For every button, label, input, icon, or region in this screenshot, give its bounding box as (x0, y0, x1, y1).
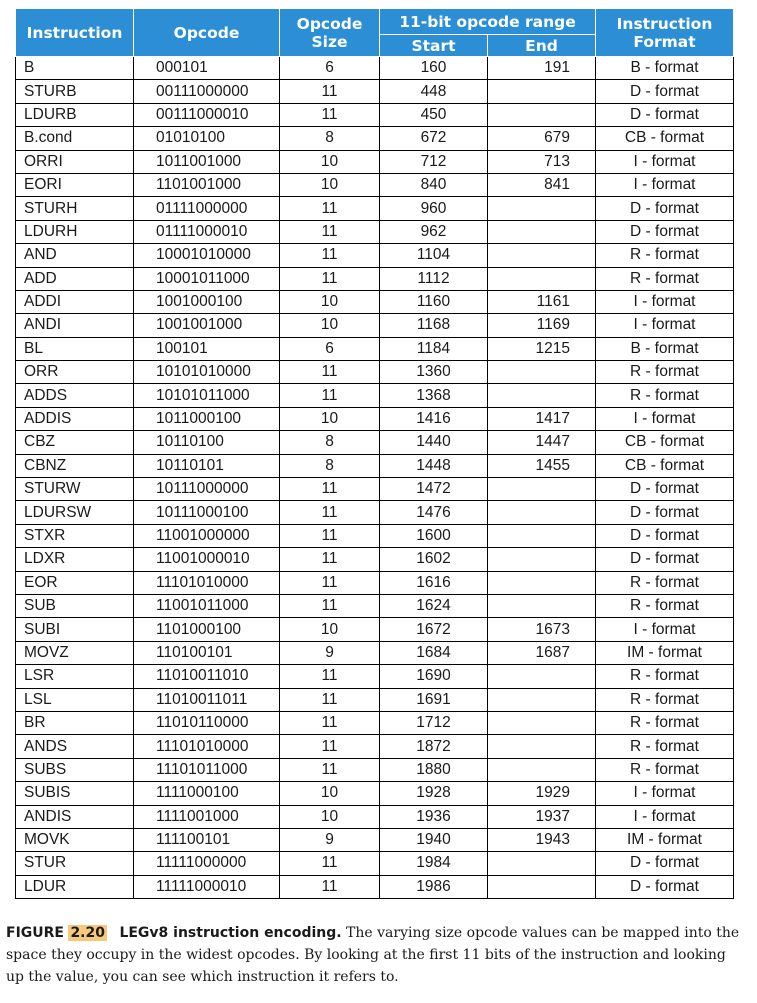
cell-range-start: 1476 (380, 501, 488, 524)
table-row (16, 337, 734, 360)
cell-range-end: 1161 (488, 290, 596, 313)
table-row (16, 805, 734, 828)
cell-range-end (488, 571, 596, 594)
cell-instruction: ANDS (16, 735, 134, 758)
cell-format: CB - format (596, 431, 734, 454)
table-row (16, 220, 734, 243)
cell-opcode: 1111001000 (134, 805, 280, 828)
cell-instruction: LSR (16, 665, 134, 688)
table-row (16, 150, 734, 173)
cell-range-start: 160 (380, 57, 488, 80)
cell-format: D - format (596, 80, 734, 103)
table-row (16, 782, 734, 805)
cell-opcode: 11010011011 (134, 688, 280, 711)
cell-opcode: 111100101 (134, 828, 280, 851)
cell-opcode: 1101000100 (134, 618, 280, 641)
cell-range-end (488, 361, 596, 384)
cell-range-start: 1440 (380, 431, 488, 454)
cell-opcode: 1111000100 (134, 782, 280, 805)
cell-instruction: CBNZ (16, 454, 134, 477)
cell-format: I - format (596, 173, 734, 196)
cell-opcode: 11010011010 (134, 665, 280, 688)
cell-range-start: 1448 (380, 454, 488, 477)
figure-caption (6, 922, 748, 988)
cell-range-end: 1943 (488, 828, 596, 851)
cell-instruction: B.cond (16, 127, 134, 150)
cell-format: D - format (596, 103, 734, 126)
cell-range-start: 450 (380, 103, 488, 126)
cell-range-end: 841 (488, 173, 596, 196)
cell-opcode-size: 10 (280, 150, 380, 173)
cell-format: I - format (596, 314, 734, 337)
cell-opcode-size: 11 (280, 361, 380, 384)
cell-instruction: LDURH (16, 220, 134, 243)
cell-opcode: 11101010000 (134, 571, 280, 594)
cell-instruction: LDXR (16, 548, 134, 571)
cell-opcode-size: 9 (280, 641, 380, 664)
table-row (16, 314, 734, 337)
cell-instruction: STURW (16, 478, 134, 501)
cell-range-end: 1169 (488, 314, 596, 337)
header-start: Start (380, 35, 488, 57)
cell-range-end: 1215 (488, 337, 596, 360)
cell-range-start: 1928 (380, 782, 488, 805)
cell-opcode-size: 10 (280, 618, 380, 641)
table-row (16, 454, 734, 477)
cell-opcode-size: 8 (280, 127, 380, 150)
figure-number: 2.20 (70, 925, 105, 941)
cell-opcode-size: 11 (280, 80, 380, 103)
cell-opcode: 10001010000 (134, 244, 280, 267)
cell-opcode-size: 10 (280, 314, 380, 337)
cell-format: D - format (596, 501, 734, 524)
table-row (16, 431, 734, 454)
cell-format: I - format (596, 150, 734, 173)
cell-range-end (488, 875, 596, 898)
cell-format: CB - format (596, 454, 734, 477)
cell-range-end: 1447 (488, 431, 596, 454)
cell-opcode-size: 11 (280, 548, 380, 571)
cell-range-start: 672 (380, 127, 488, 150)
cell-opcode-size: 9 (280, 828, 380, 851)
cell-opcode-size: 10 (280, 290, 380, 313)
cell-range-start: 960 (380, 197, 488, 220)
header-opcode-size: Opcode Size (280, 9, 380, 57)
cell-instruction: SUBS (16, 758, 134, 781)
cell-range-start: 1691 (380, 688, 488, 711)
cell-range-start: 1624 (380, 594, 488, 617)
cell-format: I - format (596, 805, 734, 828)
cell-range-end (488, 524, 596, 547)
cell-range-start: 1684 (380, 641, 488, 664)
cell-opcode-size: 11 (280, 594, 380, 617)
cell-format: R - format (596, 594, 734, 617)
table-row (16, 665, 734, 688)
cell-format: I - format (596, 782, 734, 805)
cell-instruction: STXR (16, 524, 134, 547)
table-row (16, 290, 734, 313)
header-instruction-format: Instruction Format (596, 9, 734, 57)
cell-range-start: 1472 (380, 478, 488, 501)
cell-opcode-size: 10 (280, 805, 380, 828)
cell-format: B - format (596, 337, 734, 360)
cell-opcode-size: 11 (280, 735, 380, 758)
cell-instruction: ANDIS (16, 805, 134, 828)
cell-opcode-size: 11 (280, 524, 380, 547)
cell-format: D - format (596, 478, 734, 501)
cell-opcode-size: 11 (280, 875, 380, 898)
cell-opcode-size: 11 (280, 384, 380, 407)
cell-range-start: 1880 (380, 758, 488, 781)
table-row (16, 244, 734, 267)
cell-instruction: ORR (16, 361, 134, 384)
table-row (16, 875, 734, 898)
cell-instruction: MOVZ (16, 641, 134, 664)
table-row (16, 618, 734, 641)
cell-opcode: 1001001000 (134, 314, 280, 337)
cell-range-start: 448 (380, 80, 488, 103)
cell-range-end (488, 548, 596, 571)
cell-opcode: 11001000000 (134, 524, 280, 547)
cell-opcode: 110100101 (134, 641, 280, 664)
cell-range-start: 1672 (380, 618, 488, 641)
cell-instruction: ADD (16, 267, 134, 290)
table-row (16, 173, 734, 196)
table-row (16, 641, 734, 664)
cell-opcode-size: 6 (280, 337, 380, 360)
cell-format: IM - format (596, 641, 734, 664)
cell-format: R - format (596, 758, 734, 781)
table-row (16, 711, 734, 734)
cell-range-end (488, 220, 596, 243)
header-end: End (488, 35, 596, 57)
cell-opcode: 10101011000 (134, 384, 280, 407)
table-row (16, 80, 734, 103)
cell-opcode-size: 8 (280, 431, 380, 454)
cell-format: R - format (596, 735, 734, 758)
cell-opcode: 11111000010 (134, 875, 280, 898)
cell-opcode-size: 10 (280, 407, 380, 430)
cell-opcode: 10110101 (134, 454, 280, 477)
cell-opcode: 11101011000 (134, 758, 280, 781)
cell-opcode: 1011000100 (134, 407, 280, 430)
cell-range-end: 1455 (488, 454, 596, 477)
cell-range-start: 1104 (380, 244, 488, 267)
table-row (16, 501, 734, 524)
table-row (16, 758, 734, 781)
cell-opcode-size: 11 (280, 103, 380, 126)
encoding-table-container (15, 8, 733, 899)
cell-instruction: ADDIS (16, 407, 134, 430)
cell-opcode: 11001000010 (134, 548, 280, 571)
cell-opcode: 01111000000 (134, 197, 280, 220)
cell-opcode: 01111000010 (134, 220, 280, 243)
cell-range-start: 1936 (380, 805, 488, 828)
cell-opcode: 10110100 (134, 431, 280, 454)
cell-range-start: 1872 (380, 735, 488, 758)
cell-instruction: ADDI (16, 290, 134, 313)
cell-range-start: 962 (380, 220, 488, 243)
cell-instruction: SUBIS (16, 782, 134, 805)
header-instruction: Instruction (16, 9, 134, 57)
cell-opcode-size: 11 (280, 665, 380, 688)
cell-instruction: LDURSW (16, 501, 134, 524)
cell-format: R - format (596, 384, 734, 407)
figure-caption-text: The varying size opcode values can be mapped into the space they occupy in the widest opcodes. By looking at the first 11 bits of the instruction and looking up the value, you can see which instruction it refers to. (6, 925, 740, 985)
cell-range-end (488, 688, 596, 711)
cell-opcode-size: 11 (280, 711, 380, 734)
cell-range-end: 1673 (488, 618, 596, 641)
cell-format: CB - format (596, 127, 734, 150)
table-row (16, 852, 734, 875)
cell-range-end (488, 244, 596, 267)
table-row (16, 57, 734, 80)
cell-opcode-size: 11 (280, 267, 380, 290)
cell-range-end (488, 711, 596, 734)
cell-opcode: 10001011000 (134, 267, 280, 290)
cell-opcode: 11101010000 (134, 735, 280, 758)
cell-opcode-size: 10 (280, 173, 380, 196)
cell-instruction: B (16, 57, 134, 80)
cell-range-end (488, 103, 596, 126)
cell-format: R - format (596, 688, 734, 711)
cell-range-end: 1687 (488, 641, 596, 664)
cell-opcode-size: 10 (280, 782, 380, 805)
cell-format: R - format (596, 361, 734, 384)
cell-instruction: CBZ (16, 431, 134, 454)
cell-format: R - format (596, 244, 734, 267)
cell-instruction: BR (16, 711, 134, 734)
cell-opcode: 00111000010 (134, 103, 280, 126)
cell-opcode-size: 11 (280, 197, 380, 220)
cell-range-start: 1184 (380, 337, 488, 360)
cell-format: I - format (596, 407, 734, 430)
cell-opcode: 1011001000 (134, 150, 280, 173)
cell-range-start: 1690 (380, 665, 488, 688)
cell-range-end: 1417 (488, 407, 596, 430)
cell-range-start: 712 (380, 150, 488, 173)
cell-opcode-size: 11 (280, 244, 380, 267)
cell-range-start: 1160 (380, 290, 488, 313)
cell-instruction: ANDI (16, 314, 134, 337)
table-row (16, 478, 734, 501)
cell-range-start: 1940 (380, 828, 488, 851)
cell-instruction: MOVK (16, 828, 134, 851)
table-row (16, 828, 734, 851)
cell-opcode: 1001000100 (134, 290, 280, 313)
table-row (16, 407, 734, 430)
cell-format: D - format (596, 548, 734, 571)
table-row (16, 524, 734, 547)
encoding-table (15, 8, 734, 899)
header-opcode-range: 11-bit opcode range (380, 9, 596, 35)
figure-title: LEGv8 instruction encoding. (119, 925, 342, 941)
cell-opcode: 1101001000 (134, 173, 280, 196)
table-row (16, 361, 734, 384)
cell-opcode: 10111000100 (134, 501, 280, 524)
cell-range-end (488, 852, 596, 875)
cell-instruction: STUR (16, 852, 134, 875)
cell-opcode-size: 8 (280, 454, 380, 477)
cell-range-end (488, 197, 596, 220)
table-row (16, 267, 734, 290)
cell-opcode: 01010100 (134, 127, 280, 150)
cell-range-end (488, 80, 596, 103)
table-row (16, 548, 734, 571)
cell-instruction: ADDS (16, 384, 134, 407)
table-row (16, 688, 734, 711)
cell-range-start: 1416 (380, 407, 488, 430)
cell-format: I - format (596, 618, 734, 641)
cell-range-start: 1616 (380, 571, 488, 594)
cell-instruction: STURB (16, 80, 134, 103)
cell-format: I - format (596, 290, 734, 313)
cell-range-start: 1368 (380, 384, 488, 407)
cell-range-end (488, 267, 596, 290)
table-row (16, 571, 734, 594)
cell-range-start: 1600 (380, 524, 488, 547)
table-body (16, 57, 734, 899)
cell-opcode-size: 11 (280, 501, 380, 524)
table-row (16, 594, 734, 617)
cell-range-start: 1712 (380, 711, 488, 734)
cell-range-end (488, 594, 596, 617)
cell-instruction: ORRI (16, 150, 134, 173)
cell-opcode-size: 11 (280, 688, 380, 711)
cell-range-start: 1360 (380, 361, 488, 384)
cell-instruction: SUBI (16, 618, 134, 641)
cell-range-end: 191 (488, 57, 596, 80)
cell-format: IM - format (596, 828, 734, 851)
cell-format: D - format (596, 220, 734, 243)
header-opcode: Opcode (134, 9, 280, 57)
cell-instruction: SUB (16, 594, 134, 617)
cell-instruction: AND (16, 244, 134, 267)
table-row (16, 103, 734, 126)
cell-format: R - format (596, 267, 734, 290)
cell-opcode: 00111000000 (134, 80, 280, 103)
cell-opcode-size: 6 (280, 57, 380, 80)
cell-range-end: 679 (488, 127, 596, 150)
cell-opcode-size: 11 (280, 571, 380, 594)
cell-opcode: 100101 (134, 337, 280, 360)
cell-range-start: 1986 (380, 875, 488, 898)
cell-range-start: 840 (380, 173, 488, 196)
cell-opcode-size: 11 (280, 758, 380, 781)
cell-range-end (488, 665, 596, 688)
cell-range-end: 1929 (488, 782, 596, 805)
table-row (16, 735, 734, 758)
cell-range-end (488, 384, 596, 407)
cell-range-end (488, 758, 596, 781)
cell-instruction: LSL (16, 688, 134, 711)
cell-instruction: BL (16, 337, 134, 360)
cell-format: D - format (596, 875, 734, 898)
cell-instruction: STURH (16, 197, 134, 220)
table-row (16, 384, 734, 407)
cell-range-end (488, 735, 596, 758)
cell-range-start: 1168 (380, 314, 488, 337)
cell-opcode-size: 11 (280, 852, 380, 875)
cell-format: D - format (596, 197, 734, 220)
cell-opcode: 11010110000 (134, 711, 280, 734)
cell-opcode: 11001011000 (134, 594, 280, 617)
cell-instruction: EORI (16, 173, 134, 196)
cell-opcode: 10101010000 (134, 361, 280, 384)
cell-range-end: 713 (488, 150, 596, 173)
table-row (16, 197, 734, 220)
cell-opcode: 10111000000 (134, 478, 280, 501)
cell-opcode-size: 11 (280, 220, 380, 243)
cell-range-end: 1937 (488, 805, 596, 828)
cell-instruction: EOR (16, 571, 134, 594)
cell-format: R - format (596, 665, 734, 688)
cell-opcode: 000101 (134, 57, 280, 80)
cell-range-start: 1602 (380, 548, 488, 571)
cell-format: R - format (596, 711, 734, 734)
table-row (16, 127, 734, 150)
cell-opcode-size: 11 (280, 478, 380, 501)
cell-opcode: 11111000000 (134, 852, 280, 875)
cell-instruction: LDUR (16, 875, 134, 898)
cell-range-start: 1984 (380, 852, 488, 875)
cell-range-end (488, 478, 596, 501)
cell-format: D - format (596, 524, 734, 547)
cell-range-start: 1112 (380, 267, 488, 290)
cell-format: R - format (596, 571, 734, 594)
cell-range-end (488, 501, 596, 524)
table-header (16, 9, 734, 57)
cell-format: B - format (596, 57, 734, 80)
figure-label: FIGURE (6, 925, 64, 941)
cell-instruction: LDURB (16, 103, 134, 126)
cell-format: D - format (596, 852, 734, 875)
